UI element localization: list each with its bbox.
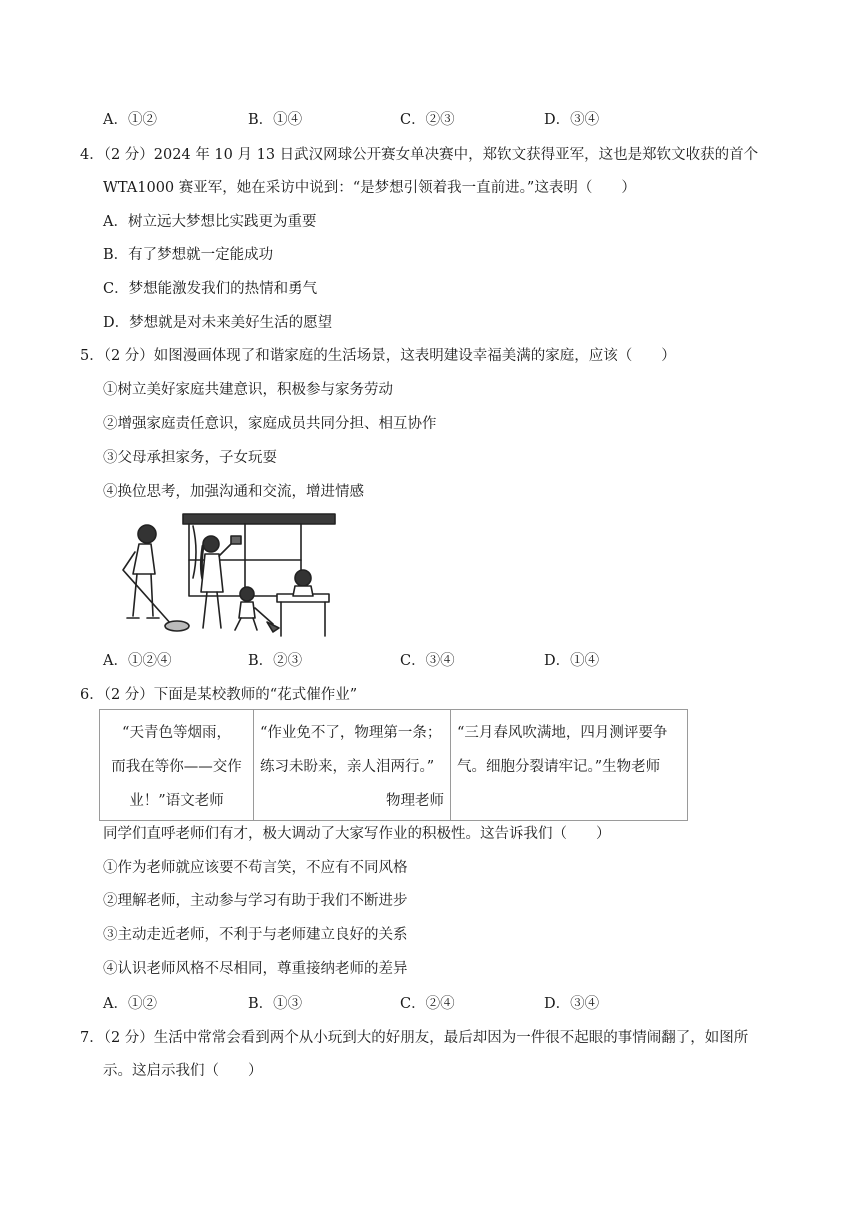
q5-option-c[interactable]: C．③④	[400, 653, 455, 669]
q4-stem-line1: 4．（2 分）2024 年 10 月 13 日武汉网球公开赛女单决赛中，郑钦文获得亚军，这也是郑钦文收获的首个	[80, 147, 759, 163]
table-row	[100, 710, 688, 821]
q4-choice-c[interactable]: C．梦想能激发我们的热情和勇气	[103, 281, 318, 297]
q6-stem: 6．（2 分）下面是某校教师的“花式催作业”	[80, 687, 358, 703]
teacher-quotes-table	[99, 709, 688, 821]
q4-choice-a[interactable]: A．树立远大梦想比实践更为重要	[103, 214, 317, 230]
q6-followup: 同学们直呼老师们有才，极大调动了大家写作业的积极性。这告诉我们（ ）	[103, 826, 611, 842]
q5-stem: 5．（2 分）如图漫画体现了和谐家庭的生活场景，这表明建设幸福美满的家庭，应该（ ）	[80, 348, 676, 364]
family-chores-cartoon	[107, 512, 339, 642]
quote-line: 气。细胞分裂请牢记。”生物老师	[457, 759, 661, 775]
q5-option-b[interactable]: B．②③	[248, 653, 303, 669]
q6-option-c[interactable]: C．②④	[400, 996, 455, 1012]
q6-option-b[interactable]: B．①③	[248, 996, 303, 1012]
physics-teacher-quote	[254, 710, 451, 821]
q5-statement-2: ②增强家庭责任意识，家庭成员共同分担、相互协作	[103, 416, 437, 432]
q7-stem-line1: 7．（2 分）生活中常常会看到两个从小玩到大的好朋友，最后却因为一件很不起眼的事情闹翻了，如图所	[80, 1030, 749, 1046]
quote-attribution: 物理老师	[386, 793, 444, 809]
chinese-teacher-quote	[100, 710, 254, 821]
quote-line: 练习未盼来，亲人泪两行。”	[260, 759, 435, 775]
q7-stem-line2: 示。这启示我们（ ）	[103, 1063, 263, 1079]
quote-line: “三月春风吹满地，四月测评要争	[457, 725, 668, 741]
q6-statement-1: ①作为老师就应该要不苟言笑，不应有不同风格	[103, 860, 408, 876]
q4-choice-d[interactable]: D．梦想就是对未来美好生活的愿望	[103, 315, 333, 331]
biology-teacher-quote	[451, 710, 688, 821]
q6-statement-4: ④认识老师风格不尽相同，尊重接纳老师的差异	[103, 961, 408, 977]
q4-choice-b[interactable]: B．有了梦想就一定能成功	[103, 247, 274, 263]
q6-option-d[interactable]: D．③④	[544, 996, 600, 1012]
quote-line: 而我在等你——交作	[111, 759, 242, 775]
q5-statement-4: ④换位思考，加强沟通和交流，增进情感	[103, 484, 364, 500]
q5-option-a[interactable]: A．①②④	[103, 653, 172, 669]
q5-statement-1: ①树立美好家庭共建意识，积极参与家务劳动	[103, 382, 393, 398]
quote-line: “作业免不了，物理第一条；	[260, 725, 442, 741]
quote-line: “天青色等烟雨，	[122, 725, 231, 741]
quote-line: 业！”语文老师	[129, 793, 224, 809]
q5-statement-3: ③父母承担家务，子女玩耍	[103, 450, 277, 466]
q6-statement-2: ②理解老师，主动参与学习有助于我们不断进步	[103, 893, 408, 909]
q3-option-c[interactable]: C．②③	[400, 112, 455, 128]
q6-option-a[interactable]: A．①②	[103, 996, 157, 1012]
q3-option-a[interactable]: A．①②	[103, 112, 157, 128]
q3-option-d[interactable]: D．③④	[544, 112, 600, 128]
q6-statement-3: ③主动走近老师，不利于与老师建立良好的关系	[103, 927, 408, 943]
q3-option-b[interactable]: B．①④	[248, 112, 303, 128]
q5-option-d[interactable]: D．①④	[544, 653, 600, 669]
q4-stem-line2: WTA1000 赛亚军，她在采访中说到：“是梦想引领着我一直前进。”这表明（ ）	[103, 180, 636, 196]
